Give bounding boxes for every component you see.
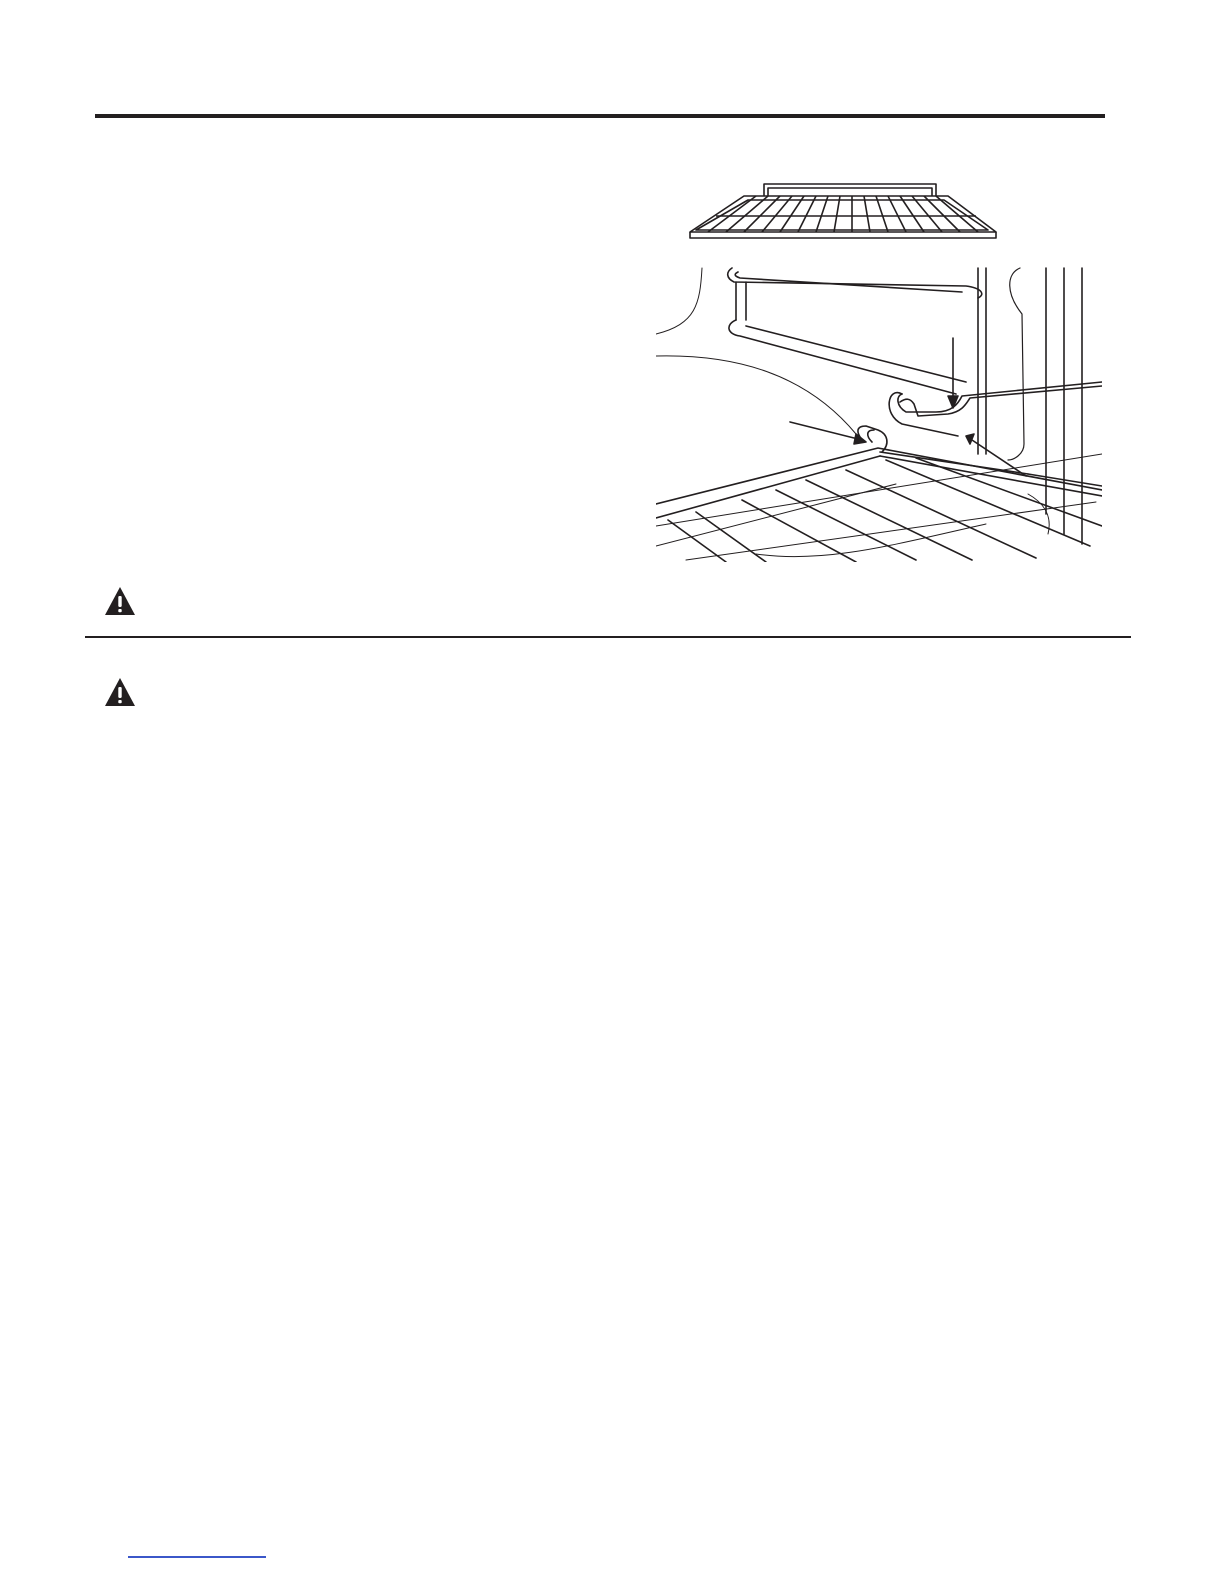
oven-interior-illustration [656,264,1102,562]
rack-wire [762,196,792,232]
top-divider [95,114,1105,118]
oven-rack-illustration [686,178,1000,244]
oven-rack-icon [686,178,1000,244]
rack-wire [876,196,888,232]
footer-link-underline[interactable] [128,1556,266,1558]
rack-wire [912,196,942,232]
warning-icon [104,677,136,707]
rack-wire [864,196,870,232]
warning-icon [104,586,136,616]
section-divider [85,636,1131,638]
rack-wire [816,196,828,232]
rack-wire [834,196,840,232]
oven-rack-installation-icon [656,264,1102,562]
